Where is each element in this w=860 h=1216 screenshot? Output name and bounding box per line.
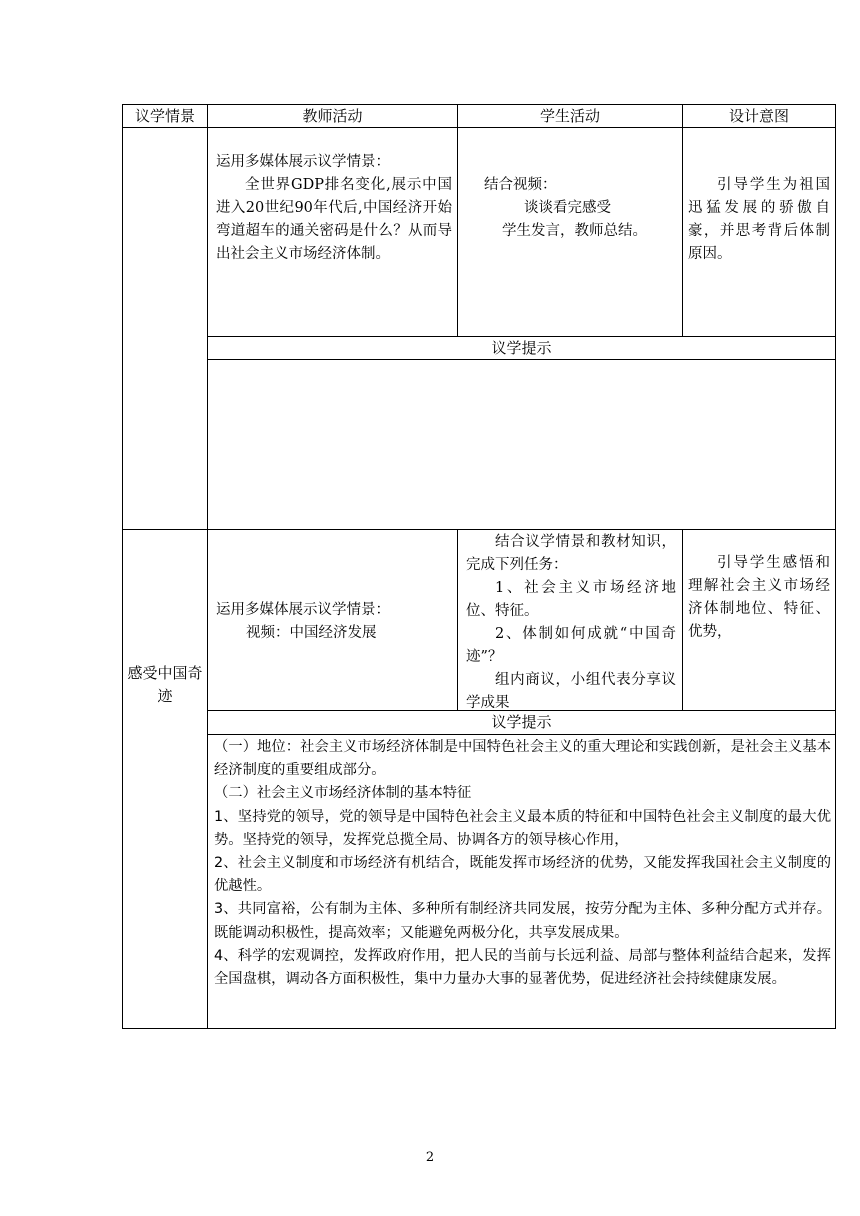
column-divider [682, 529, 683, 710]
header-divider [122, 127, 836, 128]
teacher-intro: 运用多媒体展示议学情景： [216, 602, 390, 618]
section2-design-intent: 引导学生感悟和理解社会主义市场经济体制地位、特征、优势， [688, 555, 830, 640]
student-line: 谈谈看完感受 [524, 200, 611, 216]
student-line: 学生发言，教师总结。 [502, 223, 647, 239]
row-divider [207, 734, 836, 735]
section1-teacher-activity [216, 151, 452, 266]
header-student-activity: 学生活动 [539, 107, 600, 125]
column-divider [207, 104, 208, 1029]
column-divider [457, 529, 458, 710]
border-left [122, 104, 123, 1029]
section2-hint-label: 议学提示 [491, 713, 552, 731]
hint-paragraph: 3、共同富裕，公有制为主体、多种所有制经济共同发展，按劳分配为主体、多种分配方式并存。既能调动积极性，提高效率；又能避免两极分化，共享发展成果。 [214, 901, 831, 941]
section2-scenario: 感受中国奇迹 [127, 664, 203, 705]
hint-paragraph: （一）地位：社会主义市场经济体制是中国特色社会主义的重大理论和实践创新，是社会主义基本经济制度的重要组成部分。 [214, 739, 831, 779]
teacher-intro: 运用多媒体展示议学情景： [216, 154, 390, 170]
header-design-intent: 设计意图 [728, 107, 789, 125]
header-teacher-activity: 教师活动 [302, 107, 363, 125]
student-group-share: 组内商议，小组代表分享议学成果 [466, 672, 676, 711]
row-divider [207, 359, 836, 360]
section1-hint-label: 议学提示 [491, 339, 552, 357]
teacher-video-line: 视频：中国经济发展 [246, 625, 377, 641]
student-line: 结合视频： [484, 177, 557, 193]
section1-student-activity [484, 174, 674, 243]
lesson-table [122, 104, 836, 1029]
teacher-scenario-text: 全世界GDP排名变化,展示中国进入20世纪90年代后,中国经济开始弯道超车的通关密码是什么？从而导出社会主义市场经济体制。 [216, 177, 452, 262]
hint-paragraph: 2、社会主义制度和市场经济有机结合，既能发挥市场经济的优势，又能发挥我国社会主义制度的优越性。 [214, 855, 831, 895]
hint-paragraph: 1、坚持党的领导，党的领导是中国特色社会主义最本质的特征和中国特色社会主义制度的最大优势。坚持党的领导，发挥党总揽全局、协调各方的领导核心作用， [214, 808, 831, 848]
section1-design-intent: 引导学生为祖国迅猛发展的骄傲自豪，并思考背后体制原因。 [688, 177, 830, 262]
hint-paragraph: 4、科学的宏观调控，发挥政府作用，把人民的当前与长远利益、局部与整体利益结合起来，发挥全国盘棋，调动各方面积极性，集中力量办大事的显著优势，促进经济社会持续健康发展。 [214, 947, 831, 988]
border-right [835, 104, 836, 1029]
section2-hints [214, 736, 831, 991]
border-bottom [122, 1028, 836, 1029]
hint-paragraph: （二）社会主义市场经济体制的基本特征 [214, 785, 472, 802]
column-divider [457, 104, 458, 336]
section2-student-activity [466, 531, 676, 715]
student-task-intro: 结合议学情景和教材知识，完成下列任务： [466, 534, 676, 573]
student-task-2: 2、体制如何成就“中国奇迹”？ [466, 626, 676, 665]
column-divider [682, 104, 683, 336]
page-number: 2 [425, 1150, 435, 1165]
section-divider [122, 529, 836, 530]
header-scenario: 议学情景 [134, 107, 195, 125]
student-task-1: 1、社会主义市场经济地位、特征。 [466, 580, 676, 619]
section2-teacher-activity [216, 599, 452, 645]
